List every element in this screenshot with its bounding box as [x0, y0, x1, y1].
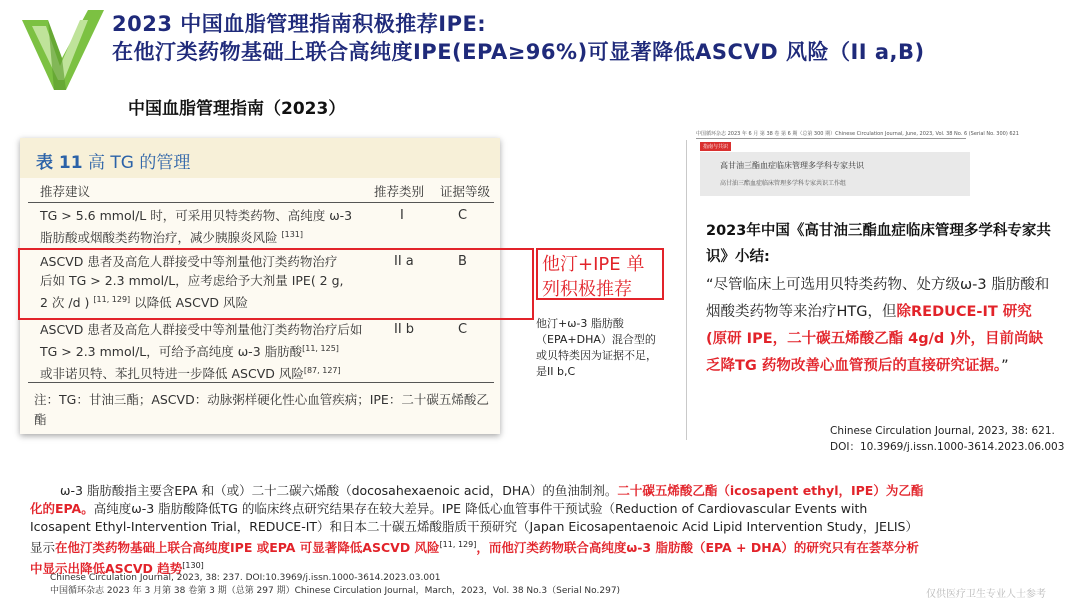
paper-subtitle: 高甘油三酯血症临床管理多学科专家共识工作组 — [720, 180, 847, 187]
column-header-level: 证据等级 — [440, 184, 491, 199]
column-header-recommend: 推荐建议 — [40, 184, 91, 199]
callout-box: 他汀+IPE 单列积极推荐 — [536, 248, 664, 300]
evidence-note: 他汀+ω-3 脂肪酸（EPA+DHA）混合型的或贝特类因为证据不足，是II b,C — [536, 317, 657, 378]
row-3-line-2: TG > 2.3 mmol/L，可给予高纯度 ω-3 脂肪酸 — [40, 344, 303, 360]
slide-title — [112, 10, 1072, 66]
v-check-logo-icon — [18, 6, 106, 94]
quote-highlight: 除REDUCE-IT 研究(原研 IPE，二十碳五烯酸乙酯 4g/d )外，目前尚缺乏降TG 药物改善心血管预后的直接研究证据。 — [706, 304, 1043, 374]
paper-tag: 指南与共识 — [700, 142, 731, 151]
row-3-line-3: 或非诺贝特、苯扎贝特进一步降低 ASCVD 风险 — [40, 366, 304, 382]
summary-quote — [706, 272, 1052, 380]
body-paragraph — [30, 482, 930, 578]
row-2-line-2: 后如 TG > 2.3 mmol/L，应考虑给予大剂量 IPE( 2 g, — [40, 273, 344, 288]
table-caption: 高 TG 的管理 — [88, 153, 191, 173]
body-ref-1: [11, 129] — [439, 540, 477, 549]
quote-plain: “尽管临床上可选用贝特类药物、处方级ω-3 脂肪酸和烟酸类药物等来治疗HTG，但 — [706, 277, 1050, 320]
row-2-class: II a — [394, 254, 414, 269]
column-header-class: 推荐类别 — [374, 184, 425, 199]
row-2-tail: 以降低 ASCVD 风险 — [134, 295, 248, 311]
watermark: 仅供医疗卫生专业人士参考 — [926, 589, 1046, 600]
paper-rule — [696, 138, 966, 139]
quote-end: ” — [1001, 358, 1009, 374]
row-2-line-1: ASCVD 患者及高危人群接受中等剂量他汀类药物治疗 — [40, 254, 338, 269]
row-3-ref: [11, 125] — [302, 344, 339, 353]
paper-header-line: 中国循环杂志 2023 年 6 月 第 38 卷 第 6 期（总第 300 期）Chinese Circulation Journal, June, 2023, Vol. 38 No. 6 (Serial No. 300) 621 — [696, 131, 1019, 137]
citation-1-line-2: DOI：10.3969/j.issn.1000-3614.2023.06.003 — [830, 441, 1065, 453]
row-3-class: II b — [394, 322, 415, 337]
references — [50, 572, 620, 598]
body-ref-2: [130] — [182, 561, 204, 571]
paper-snippet — [688, 128, 1019, 210]
divider-line — [686, 140, 687, 440]
title-line-2: 在他汀类药物基础上联合高纯度IPE(EPA≥96%)可显著降低ASCVD 风险（II a,B) — [112, 40, 925, 64]
row-1-ref: [131] — [281, 230, 304, 239]
row-1-class: I — [400, 208, 404, 223]
body-p2-highlight-2: ，而他汀类药物联合高纯度ω-3 脂肪酸（EPA + DHA）的研究只有在荟萃分析中显示出降低ASCVD 趋势 — [30, 540, 919, 577]
body-p1-highlight: 二十碳五烯酸乙酯（icosapent ethyl，IPE）为乙酯化的EPA。 — [30, 483, 924, 516]
table-row-1-text — [40, 206, 370, 247]
row-1-level: C — [458, 208, 468, 223]
row-2-line-3: 2 次 /d ) — [40, 295, 90, 311]
row-1-line-2: 脂肪酸或烟酸类药物治疗，减少胰腺炎风险 — [40, 230, 278, 246]
row-2-level: B — [458, 254, 467, 269]
table-number: 表 11 — [36, 153, 83, 173]
body-p2-highlight: 在他汀类药物基础上联合高纯度IPE 或EPA 可显著降低ASCVD 风险 — [55, 540, 440, 556]
reference-line-1: Chinese Circulation Journal, 2023, 38: 237. DOI:10.3969/j.issn.1000-3614.2023.03.001 — [50, 573, 441, 583]
row-3-level: C — [458, 322, 468, 337]
row-2-ref: [11, 129] — [93, 295, 131, 304]
title-line-1: 2023 中国血脂管理指南积极推荐IPE: — [112, 12, 487, 36]
citation-1-line-1: Chinese Circulation Journal, 2023, 38: 621. — [830, 425, 1055, 437]
body-p1: ω-3 脂肪酸指主要含EPA 和（或）二十二碳六烯酸（docosahexaenoic acid，DHA）的鱼油制剂。 — [60, 483, 618, 498]
table-row-3-text — [40, 320, 380, 383]
row-3-ref-2: [87, 127] — [303, 366, 341, 376]
paper-title-box — [700, 152, 970, 196]
body-p2: 高纯度ω-3 脂肪酸降低TG 的临床终点研究结果存在较大差异。IPE 降低心血管事件干预试验（Reduction of Cardiovascular Events with Icosapent Ethyl-Intervention Trial，REDUCE-IT）和日本二十碳五烯酸脂质干预研究（Japan Eicosapentaenoic Acid Lipid Intervention Study，JELIS）显示 — [30, 501, 918, 556]
guide-title: 中国血脂管理指南（2023） — [128, 99, 346, 119]
citation-1 — [830, 423, 1064, 455]
highlight-box — [18, 248, 534, 320]
row-3-line-1: ASCVD 患者及高危人群接受中等剂量他汀类药物治疗后如 — [40, 322, 363, 337]
table-rule — [28, 202, 494, 203]
table-note: 注：TG：甘油三酯；ASCVD：动脉粥样硬化性心血管疾病；IPE：二十碳五烯酸乙酯 — [34, 392, 489, 427]
table-bottom-rule — [28, 382, 494, 383]
paper-title: 高甘油三酯血症临床管理多学科专家共识 — [720, 161, 864, 170]
reference-line-2: 中国循环杂志 2023 年 3 月第 38 卷第 3 期（总第 297 期）Chinese Circulation Journal，March，2023，Vol. 38 No.3（Serial No.297) — [50, 586, 621, 596]
row-1-line-1: TG > 5.6 mmol/L 时，可采用贝特类药物、高纯度 ω-3 — [40, 208, 353, 223]
summary-heading: 2023年中国《高甘油三酯血症临床管理多学科专家共识》小结: — [706, 223, 1051, 265]
